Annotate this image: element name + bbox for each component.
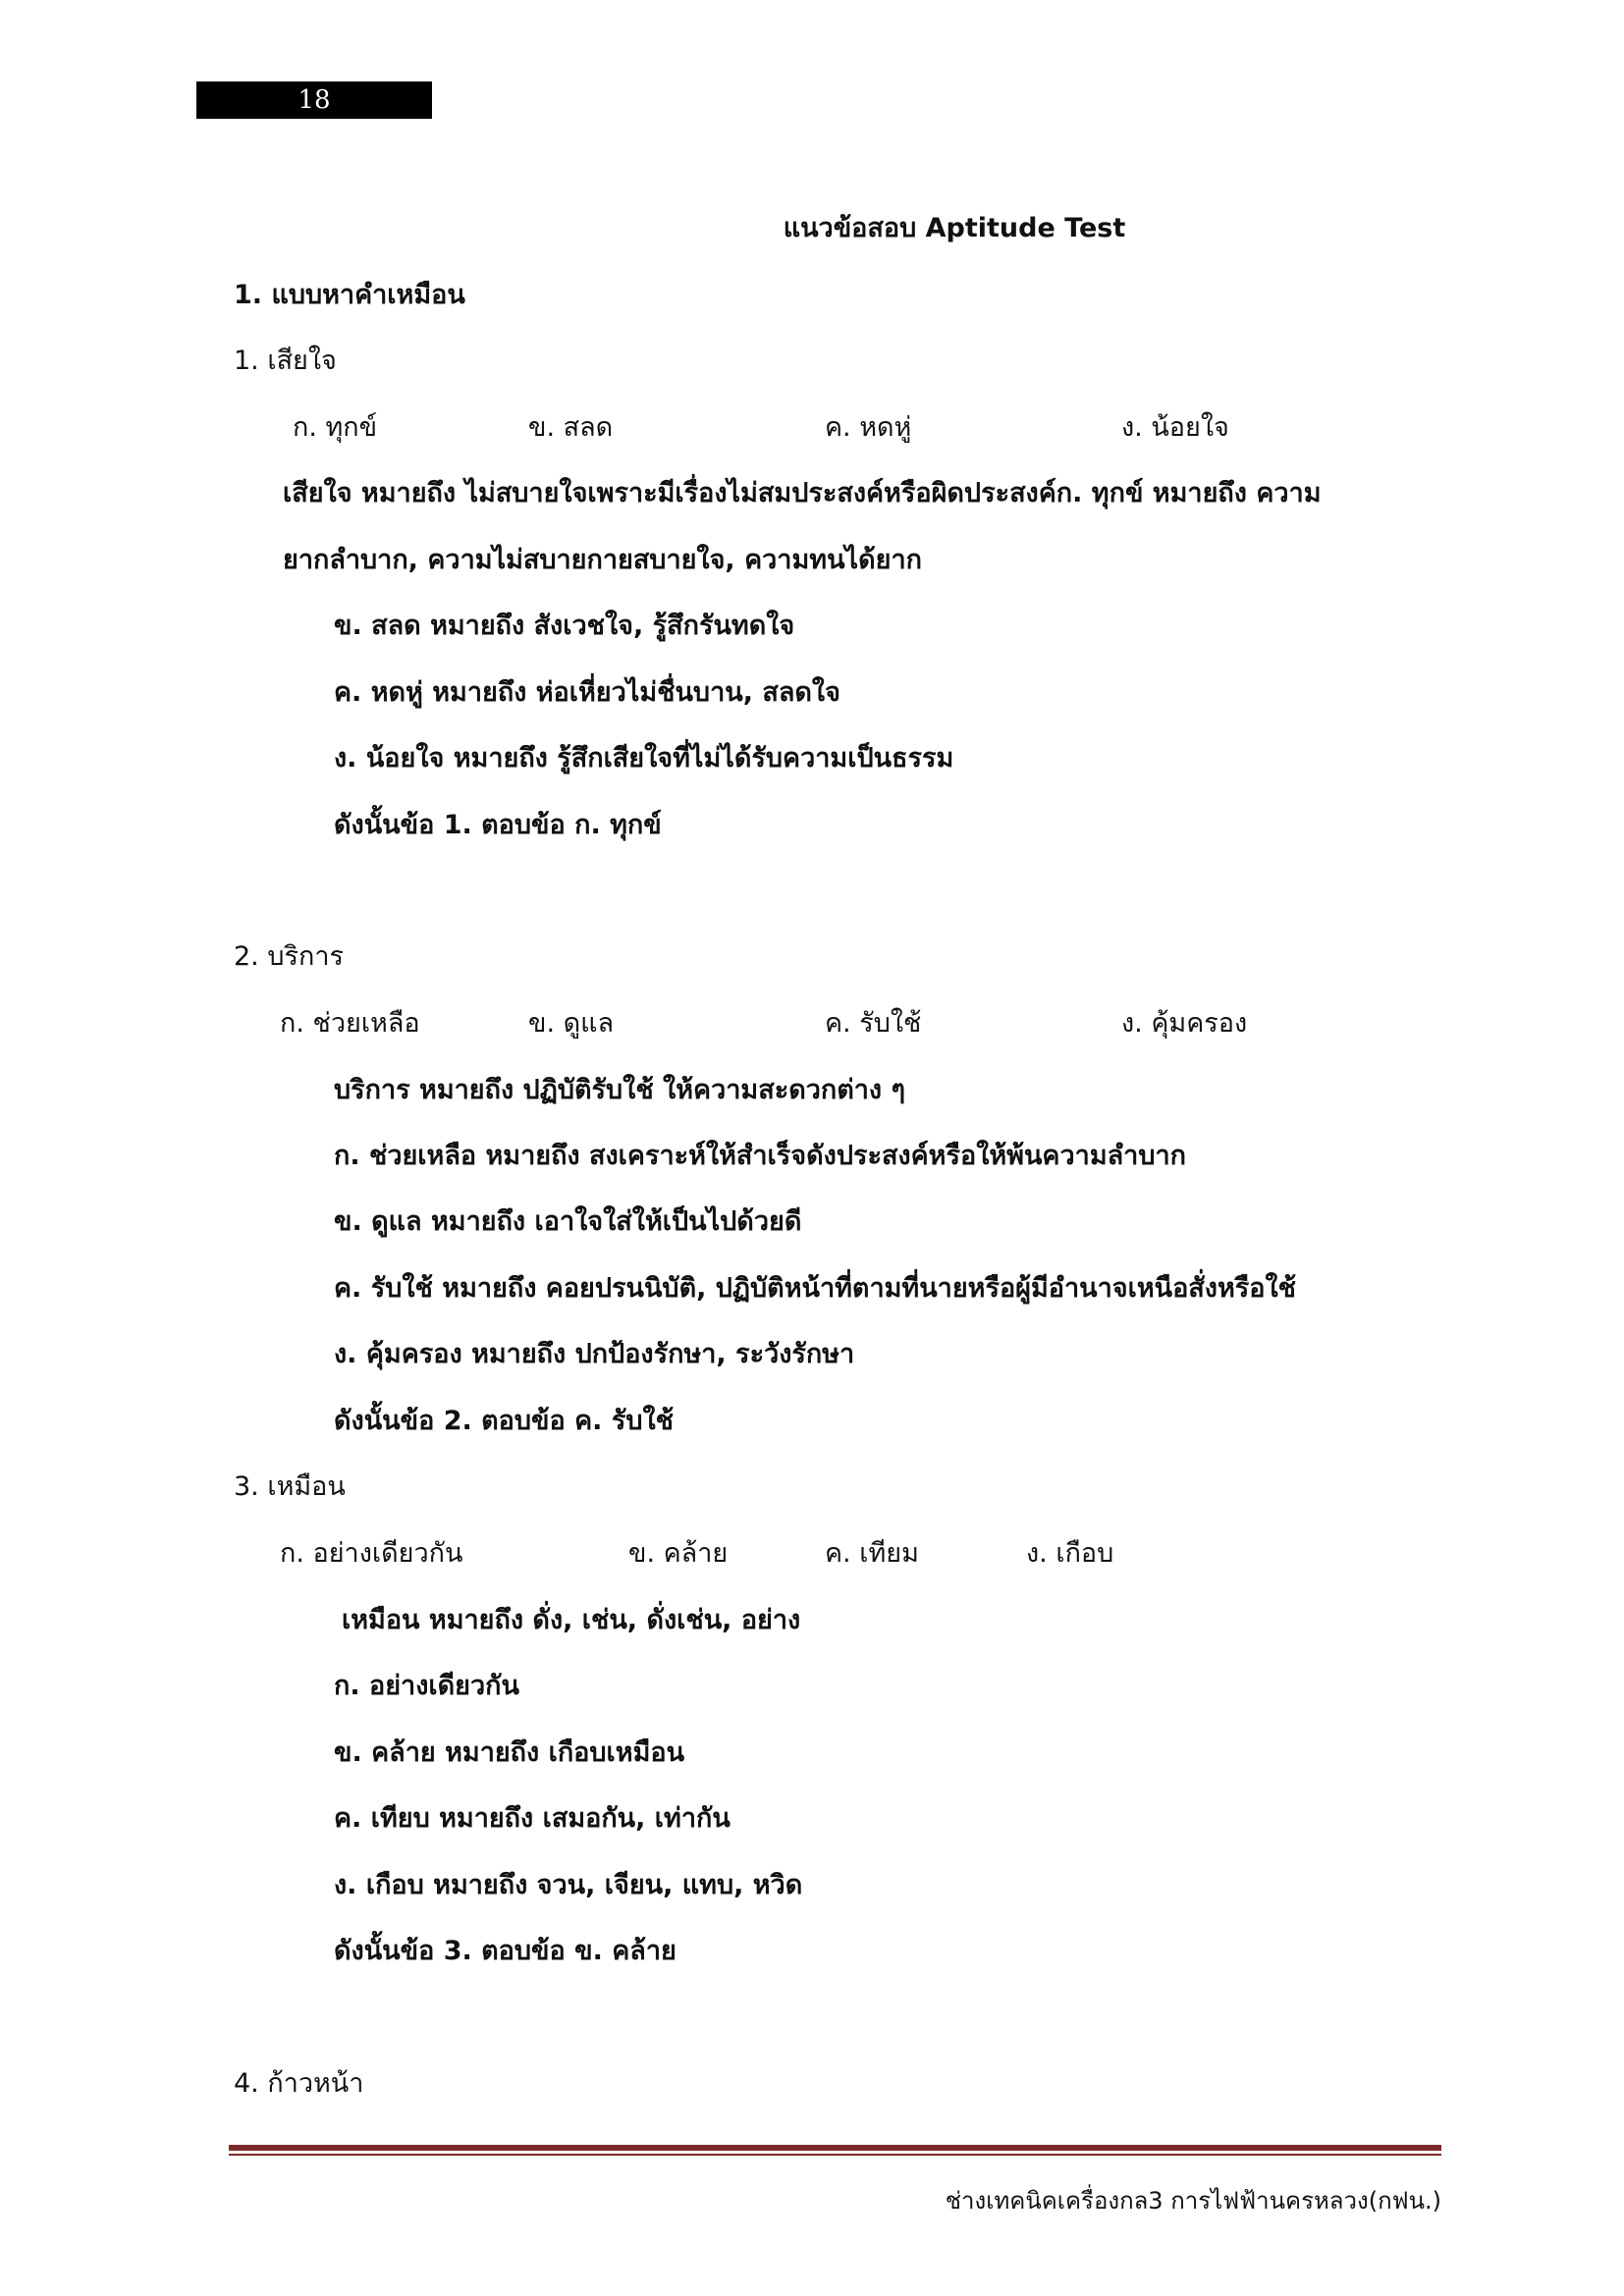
q2-option-a: ก. ช่วยเหลือ	[280, 1008, 420, 1039]
q2-explanation: ง. คุ้มครอง หมายถึง ปกป้องรักษา, ระวังรักษา	[334, 1339, 855, 1369]
q3-explanation: ง. เกือบ หมายถึง จวน, เจียน, แทบ, หวิด	[334, 1870, 803, 1900]
q3-option-d: ง. เกือบ	[1026, 1538, 1114, 1569]
footer-rule-thin	[229, 2154, 1441, 2156]
q3-explanation: เหมือน หมายถึง ดั่ง, เช่น, ดั่งเช่น, อย่าง	[342, 1605, 801, 1635]
q1-explanation: ยากลำบาก, ความไม่สบายกายสบายใจ, ความทนได้ยาก	[283, 545, 922, 575]
q3-explanation: ก. อย่างเดียวกัน	[334, 1671, 519, 1701]
q2-explanation: ค. รับใช้ หมายถึง คอยปรนนิบัติ, ปฏิบัติหน้าที่ตามที่นายหรือผู้มีอำนาจเหนือสั่งหรือใช้	[334, 1273, 1296, 1304]
question-1: 1. เสียใจ	[234, 346, 337, 376]
footer-rule	[229, 2145, 1441, 2151]
q2-option-d: ง. คุ้มครอง	[1121, 1008, 1248, 1039]
section-heading: 1. แบบหาคำเหมือน	[234, 280, 465, 310]
q1-option-c: ค. หดหู่	[825, 412, 912, 443]
question-2: 2. บริการ	[234, 941, 344, 972]
q2-explanation: ข. ดูแล หมายถึง เอาใจใส่ให้เป็นไปด้วยดี	[334, 1206, 802, 1237]
question-4: 4. ก้าวหน้า	[234, 2068, 364, 2099]
question-3: 3. เหมือน	[234, 1471, 346, 1502]
q1-explanation: ค. หดหู่ หมายถึง ห่อเหี่ยวไม่ชื่นบาน, สลดใจ	[334, 677, 840, 708]
q2-option-b: ข. ดูแล	[528, 1008, 615, 1039]
q2-explanation: บริการ หมายถึง ปฏิบัติรับใช้ ให้ความสะดวกต่าง ๆ	[334, 1075, 906, 1105]
q1-explanation: เสียใจ หมายถึง ไม่สบายใจเพราะมีเรื่องไม่สมประสงค์หรือผิดประสงค์ก. ทุกข์ หมายถึง ความ	[283, 478, 1322, 508]
q1-option-a: ก. ทุกข์	[293, 412, 378, 443]
q2-answer: ดังนั้นข้อ 2. ตอบข้อ ค. รับใช้	[334, 1406, 674, 1436]
q3-answer: ดังนั้นข้อ 3. ตอบข้อ ข. คล้าย	[334, 1936, 677, 1966]
q1-explanation: ง. น้อยใจ หมายถึง รู้สึกเสียใจที่ไม่ได้รับความเป็นธรรม	[334, 743, 954, 774]
q3-explanation: ข. คล้าย หมายถึง เกือบเหมือน	[334, 1737, 685, 1768]
q1-answer: ดังนั้นข้อ 1. ตอบข้อ ก. ทุกข์	[334, 810, 662, 840]
q3-explanation: ค. เทียบ หมายถึง เสมอกัน, เท่ากัน	[334, 1803, 731, 1834]
q2-option-c: ค. รับใช้	[825, 1008, 922, 1039]
q1-explanation: ข. สลด หมายถึง สังเวชใจ, รู้สึกรันทดใจ	[334, 611, 795, 641]
footer-text: ช่างเทคนิคเครื่องกล3 การไฟฟ้านครหลวง(กฟน.)	[945, 2187, 1441, 2215]
q3-option-b: ข. คล้าย	[628, 1538, 729, 1569]
page-title: แนวข้อสอบ Aptitude Test	[783, 213, 1126, 243]
q1-option-b: ข. สลด	[528, 412, 614, 443]
page-number: 18	[196, 81, 432, 119]
q1-option-d: ง. น้อยใจ	[1121, 412, 1229, 443]
q2-explanation: ก. ช่วยเหลือ หมายถึง สงเคราะห์ให้สำเร็จดังประสงค์หรือให้พ้นความลำบาก	[334, 1141, 1186, 1171]
q3-option-a: ก. อย่างเดียวกัน	[280, 1538, 463, 1569]
q3-option-c: ค. เทียม	[825, 1538, 919, 1569]
